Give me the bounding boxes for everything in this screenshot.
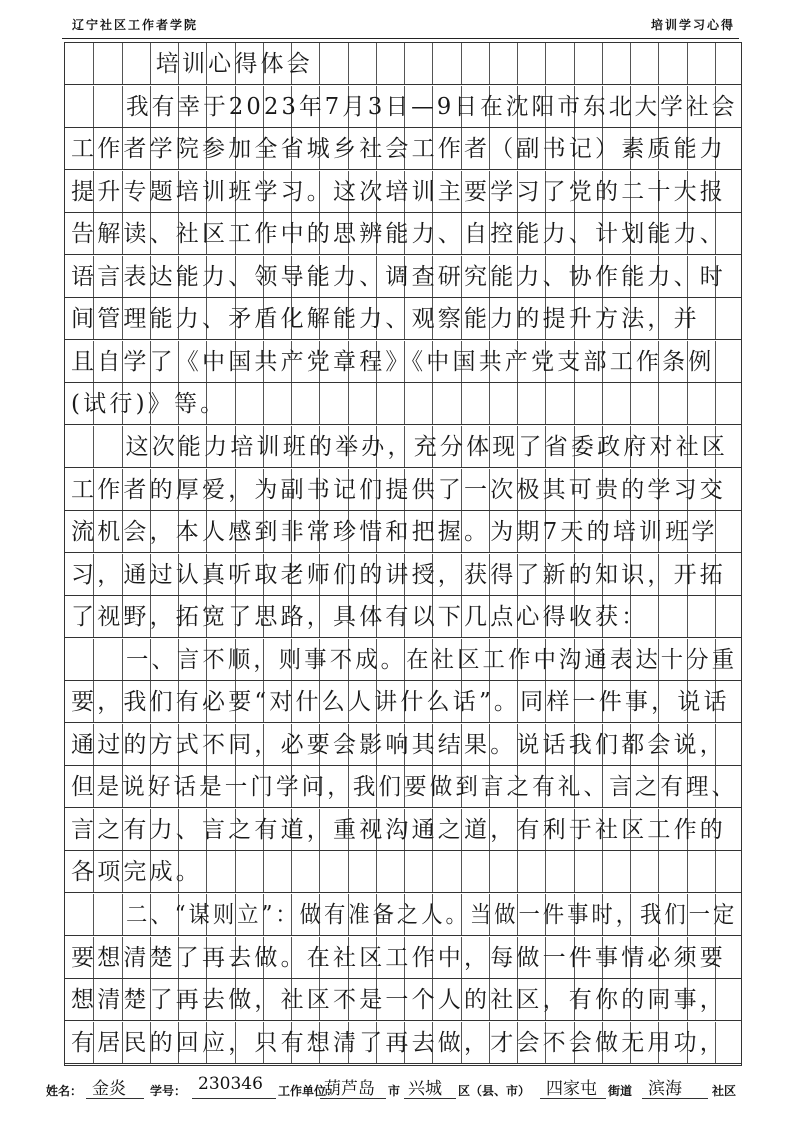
- grid-cell-divider: [602, 383, 603, 424]
- essay-line: 有居民的回应，只有想清了再去做，才会不会做无用功，: [71, 1029, 726, 1056]
- grid-cell-divider: [630, 43, 631, 84]
- grid-cell-divider: [461, 851, 462, 892]
- essay-line: 要，我们有必要“对什么人讲什么话”。同样一件事，说话: [71, 689, 730, 716]
- grid-cell-divider: [545, 43, 546, 84]
- grid-row: [65, 511, 741, 553]
- grid-cell-divider: [93, 43, 94, 84]
- essay-line: 提升专题培训班学习。这次培训主要学习了党的二十大报: [71, 178, 726, 205]
- grid-cell-divider: [574, 383, 575, 424]
- essay-line: 告解读、社区工作中的思辨能力、自控能力、计划能力、: [71, 221, 726, 248]
- grid-cell-divider: [404, 851, 405, 892]
- grid-row: [65, 809, 741, 851]
- grid-cell-divider: [122, 43, 123, 84]
- grid-cell-divider: [432, 851, 433, 892]
- essay-line: 语言表达能力、领导能力、调查研究能力、协作能力、时: [71, 263, 726, 290]
- grid-cell-divider: [545, 851, 546, 892]
- name-underline: [86, 1098, 144, 1099]
- grid-row: [65, 43, 741, 85]
- city-value: 葫芦岛: [324, 1079, 375, 1099]
- district-suffix: 区（县、市）: [458, 1084, 531, 1098]
- grid-cell-divider: [545, 383, 546, 424]
- grid-cell-divider: [291, 851, 292, 892]
- grid-row: [65, 851, 741, 893]
- grid-cell-divider: [263, 383, 264, 424]
- essay-line: 工作者学院参加全省城乡社会工作者（副书记）素质能力: [71, 136, 726, 163]
- grid-cell-divider: [319, 851, 320, 892]
- id-value: 230346: [198, 1074, 263, 1094]
- city-underline: [320, 1098, 386, 1099]
- grid-cell-divider: [715, 298, 716, 339]
- grid-row: [65, 298, 741, 340]
- header-institution: 辽宁社区工作者学院: [72, 18, 199, 32]
- grid-cell-divider: [432, 383, 433, 424]
- grid-cell-divider: [122, 426, 123, 467]
- grid-cell-divider: [319, 383, 320, 424]
- essay-line: 要想清楚了再去做。在社区工作中，每做一件事情必须要: [71, 944, 726, 971]
- grid-cell-divider: [658, 596, 659, 637]
- essay-title: 培训心得体会: [155, 51, 313, 77]
- name-label: 姓名：: [46, 1084, 83, 1098]
- grid-cell-divider: [376, 383, 377, 424]
- footer-info: [40, 1074, 759, 1100]
- grid-cell-divider: [93, 426, 94, 467]
- grid-cell-divider: [93, 86, 94, 127]
- grid-cell-divider: [348, 43, 349, 84]
- grid-cell-divider: [517, 383, 518, 424]
- grid-cell-divider: [715, 383, 716, 424]
- grid-cell-divider: [461, 383, 462, 424]
- street-underline: [540, 1098, 606, 1099]
- header-doc-type: 培训学习心得: [650, 18, 735, 32]
- grid-cell-divider: [715, 596, 716, 637]
- essay-line: 这次能力培训班的举办，充分体现了省委政府对社区: [125, 433, 729, 460]
- id-label: 学号：: [150, 1084, 187, 1098]
- grid-cell-divider: [348, 851, 349, 892]
- essay-line: 二、“谋则立”：做有准备之人。当做一件事时，我们一定: [125, 902, 737, 928]
- grid-cell-divider: [376, 43, 377, 84]
- grid-row: [65, 766, 741, 808]
- essay-line: 言之有力、言之有道，重视沟通之道，有利于社区工作的: [71, 816, 726, 843]
- grid-cell-divider: [489, 851, 490, 892]
- grid-cell-divider: [602, 43, 603, 84]
- city-suffix: 市: [388, 1084, 401, 1098]
- grid-cell-divider: [348, 383, 349, 424]
- grid-row: [65, 937, 741, 979]
- grid-cell-divider: [206, 851, 207, 892]
- essay-line: 流机会，本人感到非常珍惜和把握。为期7天的培训班学: [71, 519, 718, 546]
- grid-cell-divider: [461, 43, 462, 84]
- essay-line: 一、言不顺，则事不成。在社区工作中沟通表达十分重: [125, 646, 737, 673]
- grid-row: [65, 469, 741, 511]
- grid-cell-divider: [489, 383, 490, 424]
- grid-cell-divider: [574, 851, 575, 892]
- grid-cell-divider: [122, 86, 123, 127]
- essay-line: 习，通过认真听取老师们的讲授，获得了新的知识，开拓: [71, 561, 726, 588]
- grid-paper: [64, 42, 742, 1066]
- grid-cell-divider: [602, 851, 603, 892]
- grid-row: [65, 1022, 741, 1064]
- grid-cell-divider: [630, 851, 631, 892]
- community-suffix: 社区: [712, 1084, 737, 1098]
- essay-line: 我有幸于2023年7月3日—9日在沈阳市东北大学社会: [125, 93, 737, 120]
- grid-cell-divider: [687, 851, 688, 892]
- community-value: 滨海: [648, 1079, 682, 1099]
- grid-cell-divider: [235, 851, 236, 892]
- grid-cell-divider: [404, 383, 405, 424]
- essay-line: 工作者的厚爱，为副书记们提供了一次极其可贵的学习交: [71, 476, 726, 503]
- grid-cell-divider: [517, 851, 518, 892]
- grid-cell-divider: [687, 43, 688, 84]
- essay-line: 且自学了《中国共产党章程》《中国共产党支部工作条例: [71, 348, 715, 375]
- grid-cell-divider: [93, 639, 94, 680]
- grid-cell-divider: [574, 43, 575, 84]
- community-underline: [642, 1098, 708, 1099]
- grid-row: [65, 213, 741, 255]
- grid-cell-divider: [658, 851, 659, 892]
- name-value: 金炎: [92, 1079, 126, 1099]
- grid-cell-divider: [630, 383, 631, 424]
- grid-cell-divider: [715, 851, 716, 892]
- district-value: 兴城: [408, 1079, 442, 1099]
- id-underline: [192, 1098, 276, 1099]
- essay-line: 但是说好话是一门学问，我们要做到言之有礼、言之有理、: [71, 774, 738, 801]
- grid-cell-divider: [404, 43, 405, 84]
- grid-cell-divider: [489, 43, 490, 84]
- street-value: 四家屯: [546, 1079, 597, 1099]
- grid-cell-divider: [263, 851, 264, 892]
- grid-cell-divider: [122, 894, 123, 935]
- grid-row: [65, 979, 741, 1021]
- grid-row: [65, 341, 741, 383]
- essay-line: 各项完成。: [71, 859, 202, 886]
- grid-row: [65, 256, 741, 298]
- grid-cell-divider: [517, 43, 518, 84]
- essay-line: (试行)》等。: [71, 391, 227, 418]
- grid-row: [65, 681, 741, 723]
- grid-row: [65, 426, 741, 468]
- grid-cell-divider: [235, 383, 236, 424]
- grid-cell-divider: [93, 894, 94, 935]
- essay-line: 了视野，拓宽了思路，具体有以下几点心得收获：: [71, 604, 648, 631]
- essay-line: 间管理能力、矛盾化解能力、观察能力的提升方法，并: [71, 306, 700, 333]
- header-rule: [62, 38, 739, 39]
- grid-cell-divider: [319, 43, 320, 84]
- essay-line: 通过的方式不同，必要会影响其结果。说话我们都会说，: [71, 731, 726, 758]
- grid-cell-divider: [658, 43, 659, 84]
- grid-cell-divider: [432, 43, 433, 84]
- grid-row: [65, 86, 741, 128]
- grid-row: [65, 554, 741, 596]
- grid-row: [65, 639, 741, 681]
- grid-row: [65, 724, 741, 766]
- grid-cell-divider: [122, 639, 123, 680]
- district-underline: [404, 1098, 456, 1099]
- grid-cell-divider: [687, 596, 688, 637]
- grid-row: [65, 596, 741, 638]
- grid-row: [65, 171, 741, 213]
- street-suffix: 街道: [608, 1084, 633, 1098]
- grid-cell-divider: [715, 43, 716, 84]
- grid-row: [65, 894, 741, 936]
- grid-cell-divider: [376, 851, 377, 892]
- grid-cell-divider: [687, 383, 688, 424]
- essay-line: 想清楚了再去做，社区不是一个人的社区，有你的同事，: [71, 987, 726, 1014]
- grid-row: [65, 128, 741, 170]
- grid-row: [65, 383, 741, 425]
- grid-cell-divider: [715, 341, 716, 382]
- grid-cell-divider: [291, 383, 292, 424]
- work-unit-label: 工作单位：: [278, 1084, 339, 1098]
- grid-cell-divider: [150, 43, 151, 84]
- grid-cell-divider: [658, 383, 659, 424]
